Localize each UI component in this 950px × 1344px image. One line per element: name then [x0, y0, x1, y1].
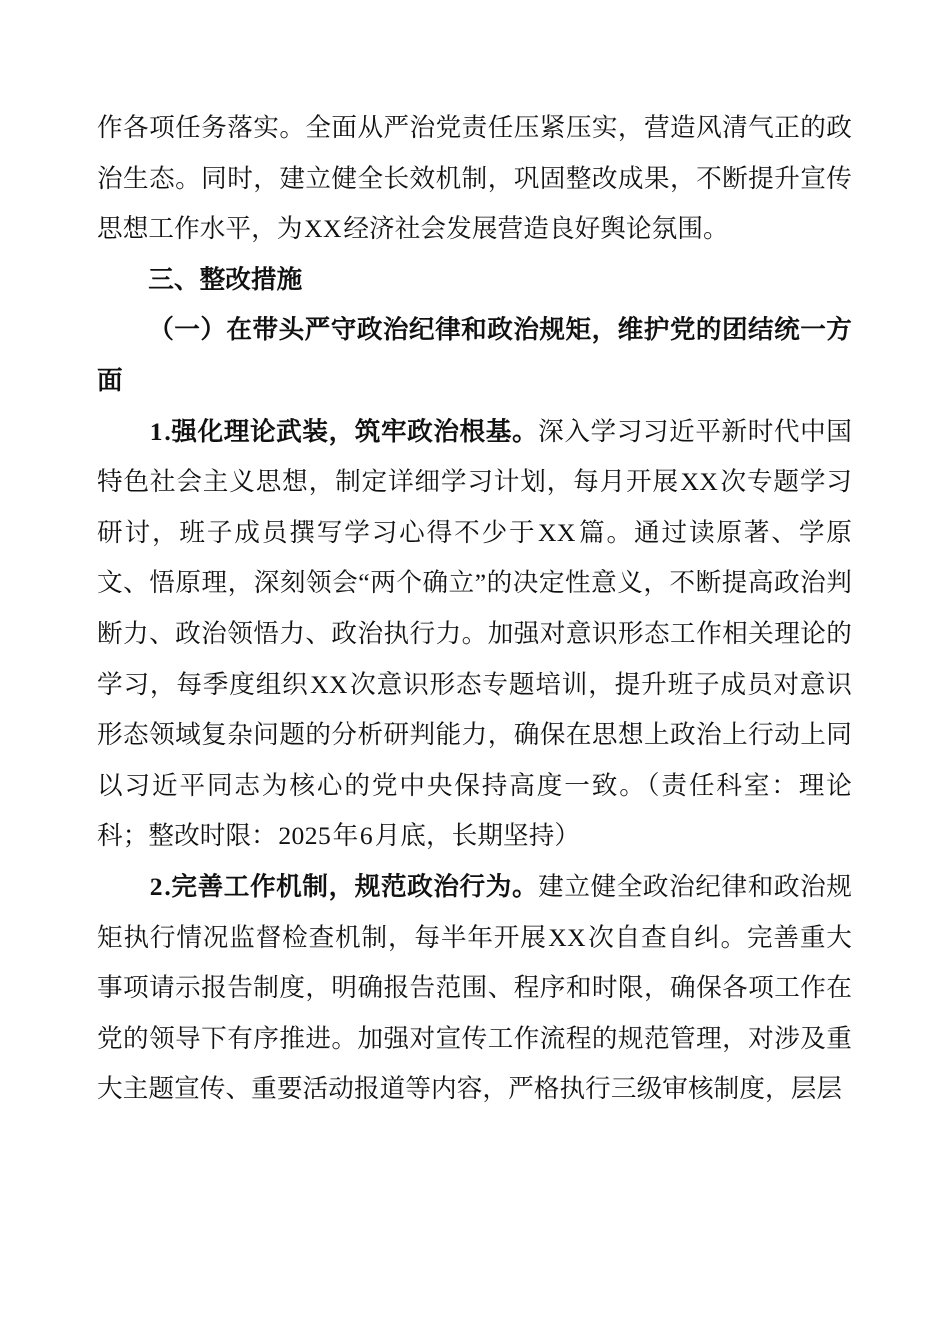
measure-item-2: [97, 862, 852, 1115]
latin-run: XX: [304, 214, 342, 244]
latin-run: 1: [149, 416, 163, 446]
latin-run: XX: [548, 922, 586, 952]
measure-item-1: [97, 407, 852, 862]
document-body: [97, 103, 852, 1115]
paragraph-continued-political-ecology-text: 作各项任务落实。全面从严治党责任压紧压实，营造风清气正的政治生态。同时，建立健全长效机制，巩固整改成果，不断提升宣传思想工作水平，为XX经济社会发展营造良好舆论氛围。: [97, 113, 852, 244]
heading-subsection-one-text: （一）在带头严守政治纪律和政治规矩，维护党的团结统一方面: [97, 315, 852, 395]
heading-section-three: [97, 255, 852, 306]
latin-run: 2: [149, 871, 163, 901]
measure-item-1-lead: 1.强化理论武装，筑牢政治根基。: [149, 416, 539, 446]
heading-subsection-one: [97, 305, 852, 406]
latin-run: 2025: [278, 821, 332, 851]
measure-item-2-lead: 2.完善工作机制，规范政治行为。: [149, 871, 539, 901]
measure-item-2-text: 建立健全政治纪律和政治规矩执行情况监督检查机制，每半年开展XX次自查自纠。完善重大事项请示报告制度，明确报告范围、程序和时限，确保各项工作在党的领导下有序推进。加强对宣传工作流程的规范管理，对涉及重大主题宣传、重要活动报道等内容，严格执行三级审核制度，层层: [97, 871, 852, 1104]
latin-run: XX: [538, 517, 576, 547]
latin-run: XX: [310, 669, 348, 699]
latin-run: 6: [359, 821, 374, 851]
heading-section-three-text: 三、整改措施: [148, 264, 303, 294]
measure-item-1-text: 深入学习习近平新时代中国特色社会主义思想，制定详细学习计划，每月开展XX次专题学习研讨，班子成员撰写学习心得不少于XX篇。通过读原著、学原文、悟原理，深刻领会“两个确立”的决定性意义，不断提高政治判断力、政治领悟力、政治执行力。加强对意识形态工作相关理论的学习，每季度组织XX次意识形态专题培训，提升班子成员对意识形态领域复杂问题的分析研判能力，确保在思想上政治上行动上同以习近平同志为核心的党中央保持高度一致。（责任科室：理论科；整改时限：2025年6月底，长期坚持）: [97, 416, 852, 851]
latin-run: XX: [680, 467, 719, 497]
paragraph-continued-political-ecology: [97, 103, 852, 255]
